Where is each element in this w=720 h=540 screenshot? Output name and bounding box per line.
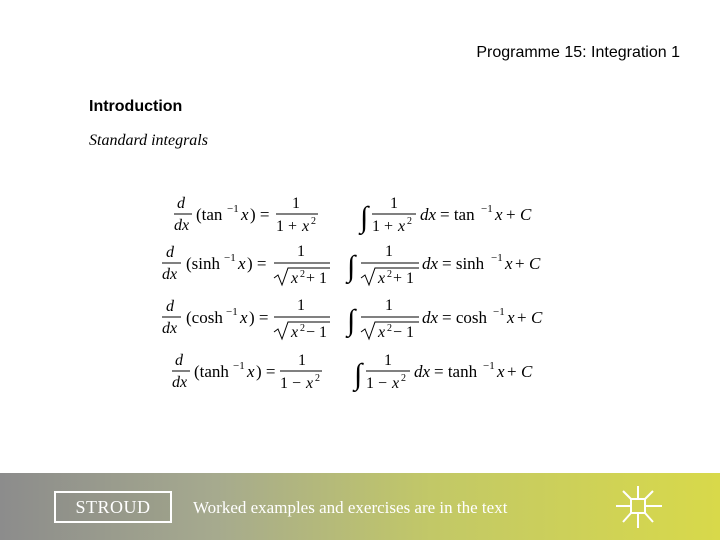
svg-text:1 +: 1 +	[276, 218, 298, 235]
svg-text:1 −: 1 −	[280, 375, 302, 392]
svg-text:−1: −1	[227, 203, 239, 215]
svg-text:C: C	[529, 254, 541, 273]
svg-text:x: x	[505, 254, 513, 273]
svg-text:C: C	[520, 205, 532, 224]
svg-text:+: +	[517, 308, 527, 327]
svg-text:(tanh: (tanh	[194, 362, 229, 381]
svg-text:x: x	[378, 270, 386, 287]
svg-text:−1: −1	[224, 252, 236, 264]
footer-note: Worked examples and exercises are in the text	[193, 498, 508, 517]
svg-text:= tanh: = tanh	[434, 362, 478, 381]
svg-text:2: 2	[387, 323, 392, 334]
svg-text:dx: dx	[422, 308, 439, 327]
svg-text:dx: dx	[162, 320, 178, 337]
svg-text:x: x	[507, 308, 515, 327]
svg-text:−1: −1	[481, 203, 493, 215]
svg-text:1: 1	[298, 352, 306, 369]
svg-text:x: x	[240, 308, 248, 327]
svg-text:x: x	[241, 205, 249, 224]
svg-text:x: x	[497, 362, 505, 381]
svg-text:2: 2	[300, 269, 305, 280]
svg-text:dx: dx	[162, 266, 178, 283]
svg-text:(cosh: (cosh	[186, 308, 223, 327]
svg-text:(sinh: (sinh	[186, 254, 220, 273]
svg-text:2: 2	[407, 216, 412, 227]
svg-text:dx: dx	[422, 254, 439, 273]
svg-text:(tan: (tan	[196, 205, 223, 224]
svg-text:− 1: − 1	[393, 324, 415, 341]
svg-text:dx: dx	[174, 217, 190, 234]
derivative-formula-sinh	[160, 242, 335, 293]
svg-text:d: d	[166, 244, 174, 261]
svg-text:1: 1	[384, 352, 392, 369]
svg-text:+ 1: + 1	[306, 270, 328, 287]
logo-text: STROUD	[75, 497, 151, 517]
svg-text:d: d	[166, 298, 174, 315]
svg-text:dx: dx	[420, 205, 437, 224]
section-heading: Introduction	[89, 98, 183, 115]
svg-text:) =: ) =	[247, 254, 267, 273]
svg-text:x: x	[291, 324, 299, 341]
svg-text:+: +	[515, 254, 525, 273]
slide-title: Programme 15: Integration 1	[476, 44, 680, 61]
svg-text:1: 1	[390, 195, 398, 212]
svg-text:dx: dx	[414, 362, 431, 381]
svg-text:+: +	[507, 362, 517, 381]
integral-formula-cosh	[347, 296, 547, 347]
svg-text:2: 2	[311, 216, 316, 227]
svg-text:x: x	[302, 218, 310, 235]
svg-text:) =: ) =	[256, 362, 276, 381]
svg-text:1: 1	[385, 297, 393, 314]
integral-formula-tan	[360, 193, 540, 240]
svg-text:1: 1	[385, 243, 393, 260]
navigation-crosshair-icon[interactable]	[614, 485, 664, 529]
svg-text:+ 1: + 1	[393, 270, 415, 287]
svg-text:+: +	[506, 205, 516, 224]
svg-text:d: d	[177, 195, 185, 212]
svg-text:∫: ∫	[347, 250, 356, 283]
svg-text:− 1: − 1	[306, 324, 328, 341]
svg-text:x: x	[392, 375, 400, 392]
section-subheading: Standard integrals	[89, 132, 208, 149]
integral-formula-tanh	[354, 350, 544, 397]
svg-text:C: C	[531, 308, 543, 327]
svg-text:C: C	[521, 362, 533, 381]
svg-text:) =: ) =	[250, 205, 270, 224]
svg-text:2: 2	[315, 373, 320, 384]
stroud-logo	[54, 491, 172, 523]
svg-text:−1: −1	[493, 306, 505, 318]
svg-text:2: 2	[387, 269, 392, 280]
svg-text:−1: −1	[491, 252, 503, 264]
svg-text:−1: −1	[483, 360, 495, 372]
svg-text:1: 1	[292, 195, 300, 212]
svg-text:x: x	[247, 362, 255, 381]
svg-text:= cosh: = cosh	[442, 308, 487, 327]
svg-text:−1: −1	[226, 306, 238, 318]
svg-text:−1: −1	[233, 360, 245, 372]
svg-text:1: 1	[297, 243, 305, 260]
svg-text:1 +: 1 +	[372, 218, 394, 235]
integral-formula-sinh	[347, 242, 547, 293]
svg-text:) =: ) =	[249, 308, 269, 327]
svg-text:x: x	[495, 205, 503, 224]
svg-text:dx: dx	[172, 374, 188, 391]
derivative-formula-cosh	[160, 296, 335, 347]
svg-text:1 −: 1 −	[366, 375, 388, 392]
slide-footer	[0, 473, 720, 540]
svg-text:∫: ∫	[347, 304, 356, 337]
svg-text:x: x	[238, 254, 246, 273]
svg-text:x: x	[398, 218, 406, 235]
svg-text:2: 2	[300, 323, 305, 334]
svg-text:∫: ∫	[354, 358, 363, 391]
svg-text:x: x	[291, 270, 299, 287]
svg-text:x: x	[378, 324, 386, 341]
svg-text:2: 2	[401, 373, 406, 384]
svg-text:x: x	[306, 375, 314, 392]
svg-text:= tan: = tan	[440, 205, 475, 224]
derivative-formula-tan	[172, 193, 332, 240]
svg-text:d: d	[175, 352, 183, 369]
svg-text:1: 1	[297, 297, 305, 314]
svg-text:∫: ∫	[360, 201, 369, 234]
derivative-formula-tanh	[170, 350, 330, 397]
svg-text:= sinh: = sinh	[442, 254, 485, 273]
